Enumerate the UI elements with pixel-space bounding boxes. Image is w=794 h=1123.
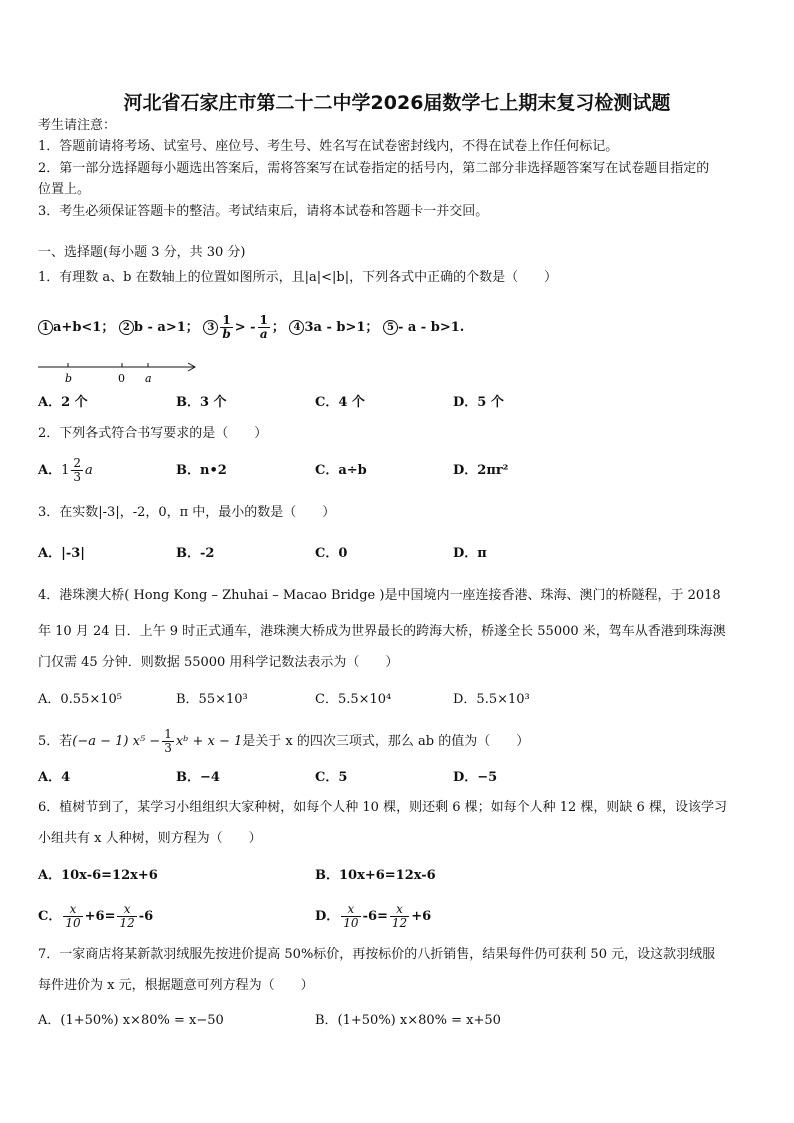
q7-line-1: 7．一家商店将某新款羽绒服先按进价提高 50%标价，再按标价的八折销售，结果每件仍可获利 50 元，设这款羽绒服 — [38, 947, 716, 962]
q6-option-b[interactable]: B．10x+6=12x-6 — [315, 868, 436, 883]
circled-number: 1 — [38, 320, 53, 335]
q2-option-a-var: a — [85, 463, 93, 478]
q4-line-1: 4．港珠澳大桥( Hong Kong – Zhuhai – Macao Bridge )是中国境内一座连接香港、珠海、澳门的桥隧程，于 2018 — [38, 588, 721, 603]
q6-d-frac-1: $\frac{x}{10}$ — [343, 902, 359, 930]
notice-item-2-cont: 位置上。 — [38, 182, 91, 197]
notice-item-2: 2．第一部分选择题每小题选出答案后，需将答案写在试卷指定的括号内，第二部分非选择题答案写在试卷题目指定的 — [38, 161, 710, 176]
label-b: b — [65, 372, 73, 385]
q1-option-d[interactable]: D．5 个 — [453, 395, 504, 410]
q3-option-b[interactable]: B．-2 — [176, 546, 215, 561]
q1-expressions — [38, 314, 464, 341]
q5-option-d[interactable]: D．−5 — [453, 770, 498, 785]
q2-stem: 2．下列各式符合书写要求的是（ ） — [38, 426, 268, 441]
q5-option-b[interactable]: B．−4 — [176, 770, 220, 785]
q5-expr-b: xᵇ + x − 1 — [175, 734, 243, 749]
q4-line-2: 年 10 月 24 日．上午 9 时正式通车，港珠澳大桥成为世界最长的跨海大桥，桥遂全长 55000 米，驾车从香港到珠海澳 — [38, 624, 726, 639]
q1-stem: 1．有理数 a、b 在数轴上的位置如图所示，且|a|<|b|，下列各式中正确的个数是（ ） — [38, 270, 558, 285]
q1-expr-1: a+b<1； — [53, 320, 115, 335]
q4-option-a[interactable]: A．0.55×10⁵ — [38, 692, 122, 707]
notice-heading: 考生请注意： — [38, 118, 117, 133]
circled-number: 2 — [119, 320, 134, 335]
q1-expr-3-mid: > - — [234, 320, 256, 335]
q5-pre: 5．若 — [38, 734, 73, 749]
q3-stem: 3．在实数|-3|，-2，0，π 中，最小的数是（ ） — [38, 505, 336, 520]
q5-stem — [38, 727, 529, 757]
circled-number: 5 — [383, 320, 398, 335]
section-heading: 一、选择题(每小题 3 分，共 30 分) — [38, 245, 246, 260]
label-a: a — [145, 372, 152, 385]
q2-option-a-label: A． — [38, 463, 62, 478]
q2-option-a-whole: 1 — [61, 463, 70, 478]
q1-frac-1b: $\frac{1}{b}$ — [222, 313, 231, 341]
q1-expr-3-post: ； — [271, 320, 285, 335]
q1-option-b[interactable]: B．3 个 — [176, 395, 227, 410]
q3-option-c[interactable]: C．0 — [315, 546, 348, 561]
q6-option-a[interactable]: A．10x-6=12x+6 — [38, 868, 158, 883]
q4-option-d[interactable]: D．5.5×10³ — [453, 692, 530, 707]
q4-option-c[interactable]: C．5.5×10⁴ — [315, 692, 392, 707]
q5-option-a[interactable]: A．4 — [38, 770, 71, 785]
label-0: 0 — [118, 372, 125, 385]
number-line — [36, 358, 206, 388]
q5-expr-a: (−a − 1) x⁵ − — [72, 734, 161, 749]
q2-option-d[interactable]: D．2πr² — [453, 463, 509, 478]
q7-option-a[interactable]: A．(1+50%) x×80% = x−50 — [38, 1013, 224, 1028]
q1-expr-5: - a - b>1. — [397, 320, 465, 335]
q1-expr-4: 3a - b>1； — [304, 320, 379, 335]
q6-line-1: 6．植树节到了，某学习小组组织大家种树，如每个人种 10 棵，则还剩 6 棵；如每个人种 12 棵，则缺 6 棵，设该学习 — [38, 800, 727, 815]
q2-option-c[interactable]: C．a÷b — [315, 463, 367, 478]
q2-option-a-frac: $\frac{2}{3}$ — [73, 456, 82, 484]
circled-number: 3 — [203, 320, 218, 335]
q5-frac: $\frac{1}{3}$ — [164, 727, 172, 755]
q6-option-c[interactable]: C． $\frac{x}{10}$ +6= $\frac{x}{12}$ -6 — [38, 902, 154, 930]
q2-option-a[interactable] — [38, 456, 93, 486]
notice-item-3: 3．考生必须保证答题卡的整洁。考试结束后，请将本试卷和答题卡一并交回。 — [38, 204, 489, 219]
q6-option-d[interactable]: D． $\frac{x}{10}$ -6= $\frac{x}{12}$ +6 — [315, 902, 432, 930]
q1-option-a[interactable]: A．2 个 — [38, 395, 88, 410]
q6-c-frac-1: $\frac{x}{10}$ — [65, 902, 81, 930]
q1-expr-2: b - a>1； — [133, 320, 199, 335]
q1-frac-1a: $\frac{1}{a}$ — [259, 313, 268, 341]
q6-d-frac-2: $\frac{x}{12}$ — [391, 902, 408, 930]
q6-line-2: 小组共有 x 人种树，则方程为（ ） — [38, 831, 262, 846]
q7-option-b[interactable]: B．(1+50%) x×80% = x+50 — [315, 1013, 501, 1028]
q4-option-b[interactable]: B．55×10³ — [176, 692, 248, 707]
q3-option-a[interactable]: A．|-3| — [38, 546, 85, 561]
q5-option-c[interactable]: C．5 — [315, 770, 348, 785]
q3-option-d[interactable]: D．π — [453, 546, 487, 561]
q7-line-2: 每件进价为 x 元，根据题意可列方程为（ ） — [38, 978, 314, 993]
q2-option-b[interactable]: B．n•2 — [176, 463, 227, 478]
q5-post: 是关于 x 的四次三项式，那么 ab 的值为（ ） — [242, 734, 530, 749]
q4-line-3: 门仅需 45 分钟．则数据 55000 用科学记数法表示为（ ） — [38, 655, 399, 670]
notice-item-1: 1．答题前请将考场、试室号、座位号、考生号、姓名写在试卷密封线内，不得在试卷上作任何标记。 — [38, 139, 619, 154]
circled-number: 4 — [289, 320, 304, 335]
q6-c-frac-2: $\frac{x}{12}$ — [119, 902, 135, 930]
q1-option-c[interactable]: C．4 个 — [315, 395, 365, 410]
exam-title: 河北省石家庄市第二十二中学2026届数学七上期末复习检测试题 — [123, 92, 671, 114]
